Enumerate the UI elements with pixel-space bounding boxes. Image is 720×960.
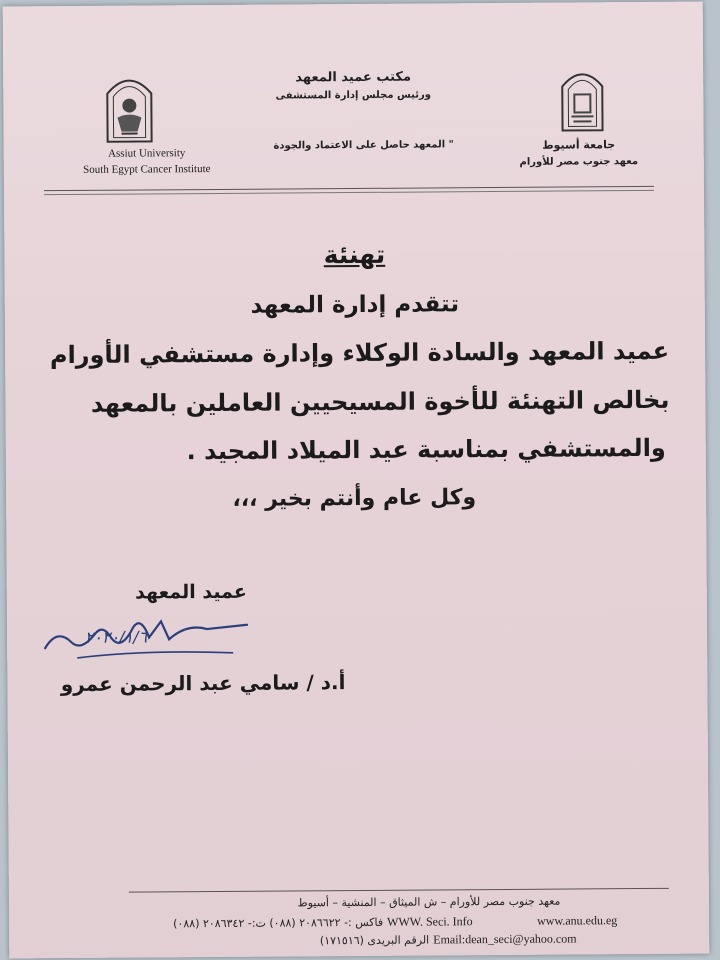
accreditation-note: " المعهد حاصل على الاعتماد والجودة bbox=[273, 139, 454, 152]
letter-line-4: والمستشفي بمناسبة عيد الميلاد المجيد . bbox=[186, 433, 666, 466]
letter-line-1: تتقدم إدارة المعهد bbox=[250, 291, 460, 319]
letter-page bbox=[3, 2, 710, 959]
institute-name-ar: معهد جنوب مصر للأورام bbox=[519, 156, 639, 168]
university-logo bbox=[559, 66, 605, 132]
footer-phone-fax: فاكس :- ٢٠٨٦٦٢٢ (٠٨٨) ت:- ٢٠٨٦٣٤٢ (٠٨٨) bbox=[173, 915, 384, 931]
letter-line-5: وكل عام وأنتم بخير ،،، bbox=[232, 485, 477, 512]
dean-office-title: مكتب عميد المعهد bbox=[295, 69, 412, 86]
institute-logo bbox=[103, 71, 156, 143]
dean-office-subtitle: ورئيس مجلس إدارة المستشفى bbox=[275, 89, 431, 102]
institute-name-en: South Egypt Cancer Institute bbox=[83, 163, 211, 176]
letter-heading: تهنئة bbox=[323, 239, 386, 270]
footer-website-anu: www.anu.edu.eg bbox=[537, 913, 618, 928]
handwritten-date: ٢٠٢٠/١/٦ bbox=[84, 627, 148, 647]
letter-line-2: عميد المعهد والسادة الوكلاء وإدارة مستشفي الأورام bbox=[49, 336, 670, 370]
university-name-ar: جامعة أسيوط bbox=[542, 138, 616, 152]
letter-line-3: بخالص التهنئة للأخوة المسيحيين العاملين بالمعهد bbox=[90, 385, 670, 418]
footer-postal-code: الرقم البريدى (١٧١٥١٦) bbox=[319, 933, 430, 948]
footer-email: Email:dean_seci@yahoo.com bbox=[433, 931, 577, 947]
footer-website-seci: WWW. Seci. Info bbox=[387, 914, 473, 929]
signature-title: عميد المعهد bbox=[135, 580, 247, 604]
footer-divider bbox=[129, 888, 669, 893]
footer-address: معهد جنوب مصر للأورام – ش الميثاق – المنشية – أسيوط bbox=[297, 894, 561, 910]
signatory-name: أ.د / سامي عبد الرحمن عمرو bbox=[60, 670, 346, 697]
header-divider-thin bbox=[44, 190, 654, 195]
university-name-en: Assiut University bbox=[108, 147, 186, 160]
